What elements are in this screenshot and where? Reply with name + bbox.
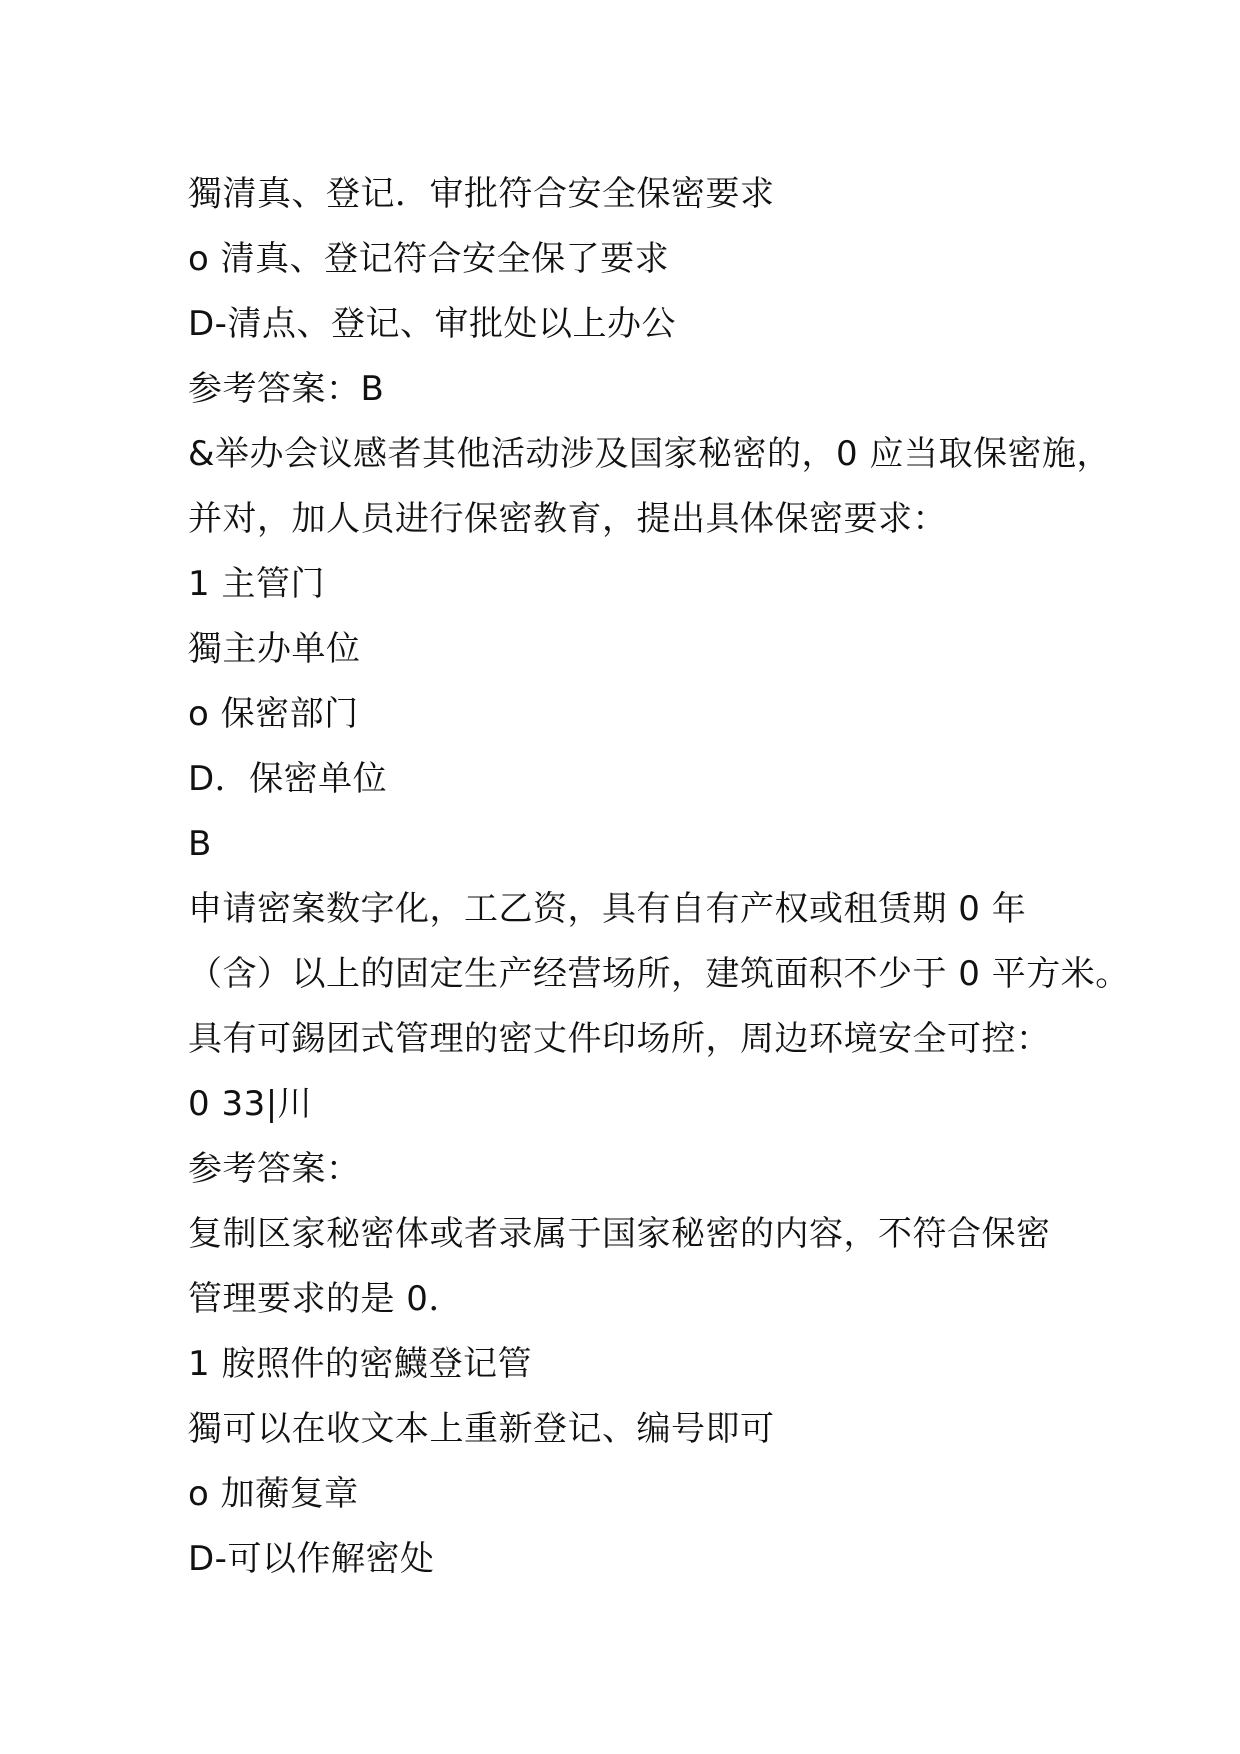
question-text: （含）以上的固定生产经营场所，建筑面积不少于 0 平方米。 [188, 954, 1130, 994]
question-text: 申请密案数字化，工乙资，具有自有产权或租赁期 0 年 [188, 889, 1027, 929]
option-d-line: D．保密单位 [188, 759, 388, 799]
option-c-line: o 清真、登记符合安全保了要求 [188, 239, 670, 279]
option-c-line: o 保密部门 [188, 694, 359, 734]
answer-line: 参考答案：B [188, 369, 385, 409]
option-c-line: o 加蘅复章 [188, 1474, 359, 1514]
question-text: 具有可錫团式管理的密丈件印场所，周边环境安全可控： [188, 1019, 1051, 1059]
answer-line: B [188, 824, 212, 864]
question-text: &举办会议感者其他活动涉及国家秘密的，0 应当取保密施， [188, 434, 1111, 474]
option-b-line: 獨主办单位 [188, 629, 361, 669]
garbled-line: 0 33|川 [188, 1084, 313, 1124]
option-b-line: 獨可以在收文本上重新登记、编号即可 [188, 1409, 775, 1449]
question-text: 并对，加人员进行保密教育，提出具体保密要求： [188, 499, 947, 539]
option-d-line: D-可以作解密处 [188, 1539, 435, 1579]
answer-line: 参考答案： [188, 1149, 361, 1189]
question-text: 复制区家秘密体或者录属于国家秘密的内容，不符合保密 [188, 1214, 1051, 1254]
option-d-line: D-清点、登记、审批处以上办公 [188, 304, 676, 344]
question-text: 管理要求的是 0． [188, 1279, 463, 1319]
option-a-line: 1 主管门 [188, 564, 325, 604]
option-a-line: 1 胺照件的密鱴登记管 [188, 1344, 532, 1384]
option-b-line: 獨清真、登记．审批符合安全保密要求 [188, 174, 775, 214]
